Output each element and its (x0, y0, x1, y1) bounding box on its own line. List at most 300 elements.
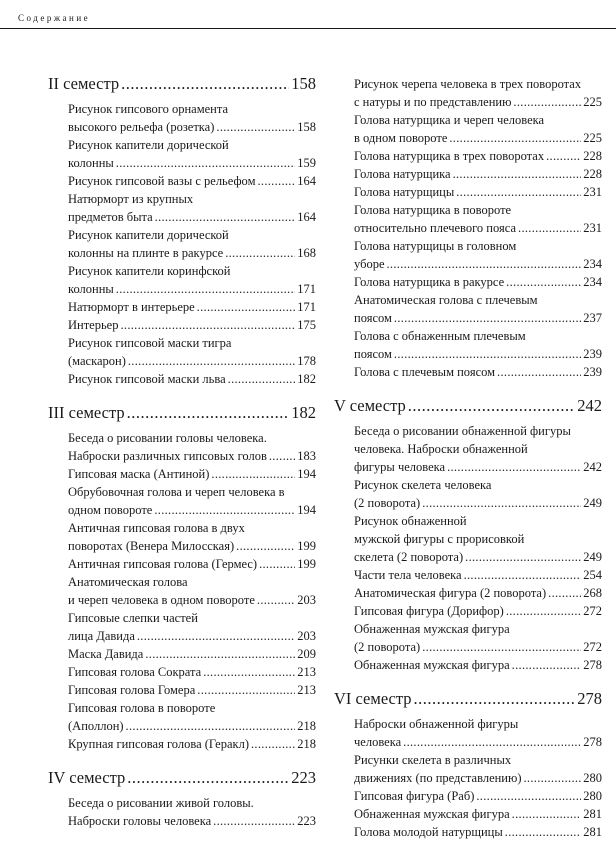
toc-entry-text: (2 поворота) (354, 640, 421, 654)
toc-entry-line: Беседа о рисовании головы человека. (68, 431, 267, 445)
toc-entry[interactable] (68, 262, 316, 298)
leader-dots (216, 118, 295, 136)
toc-entry[interactable] (68, 190, 316, 226)
toc-entry-page: 168 (297, 246, 316, 260)
toc-entry-text: Гипсовая голова Гомера (68, 683, 196, 697)
toc-entry-last-line (354, 638, 602, 656)
toc-entry-line: Беседа о рисовании обнаженной фигуры (354, 424, 571, 438)
toc-entry[interactable] (354, 183, 602, 201)
toc-entry[interactable] (68, 699, 316, 735)
toc-entry-page: 218 (297, 719, 316, 733)
toc-entry[interactable] (68, 794, 316, 830)
toc-entry-text: лица Давида (68, 629, 135, 643)
toc-entry-last-line (68, 591, 316, 609)
toc-entry-last-line (68, 172, 316, 190)
toc-entry-last-line (68, 298, 316, 316)
toc-entry[interactable] (354, 201, 602, 237)
leader-dots (456, 183, 581, 201)
toc-entry-last-line (354, 273, 602, 291)
toc-entry-text: Рисунок гипсовой маски льва (68, 372, 226, 386)
toc-entry-text: и череп человека в одном повороте (68, 593, 255, 607)
toc-section (334, 674, 602, 841)
toc-entry-page: 223 (297, 814, 316, 828)
toc-entry-page: 178 (297, 354, 316, 368)
toc-entry-line: Голова натурщика в повороте (354, 203, 512, 217)
toc-entry-page: 175 (297, 318, 316, 332)
toc-entry-line: Рисунок гипсовой маски тигра (68, 336, 232, 350)
toc-entry-page: 225 (583, 95, 602, 109)
section-title: II семестр (48, 74, 120, 93)
section-entries (48, 100, 316, 388)
toc-entry[interactable] (354, 805, 602, 823)
toc-entry-last-line (354, 494, 602, 512)
toc-entry-text: Маска Давида (68, 647, 144, 661)
toc-entry-last-line (354, 769, 602, 787)
section-page: 158 (291, 74, 316, 93)
toc-entry-last-line (354, 602, 602, 620)
toc-entry-page: 203 (297, 629, 316, 643)
toc-section (48, 753, 316, 830)
leader-dots (213, 812, 295, 830)
section-gap (48, 388, 316, 402)
toc-entry[interactable] (68, 735, 316, 753)
leader-dots (128, 352, 295, 370)
toc-entry[interactable] (354, 620, 602, 656)
toc-entry-line: Рисунок капители коринфской (68, 264, 231, 278)
toc-entry[interactable] (354, 147, 602, 165)
toc-entry-last-line (68, 280, 316, 298)
toc-entry[interactable] (68, 100, 316, 136)
leader-dots (497, 363, 581, 381)
toc-entry-line: мужской фигуры с прорисовкой (354, 532, 525, 546)
leader-dots (422, 638, 581, 656)
toc-entry-line: Наброски обнаженной фигуры (354, 717, 519, 731)
toc-entry-text: колонны на плинте в ракурсе (68, 246, 224, 260)
toc-entry-last-line (354, 548, 602, 566)
toc-entry-last-line (68, 537, 316, 555)
toc-entry-last-line (68, 208, 316, 226)
toc-entry[interactable] (354, 584, 602, 602)
toc-entry-text: относительно плечевого пояса (354, 221, 517, 235)
toc-entry-last-line (354, 458, 602, 476)
toc-entry-page: 231 (583, 185, 602, 199)
section-entries (48, 429, 316, 753)
toc-entry-last-line (354, 147, 602, 165)
toc-entry-text: Рисунок гипсовой вазы с рельефом (68, 174, 256, 188)
toc-entry-line: Рисунок капители дорической (68, 228, 229, 242)
toc-entry-line: Голова натурщицы в головном (354, 239, 517, 253)
toc-entry-line: Натюрморт из крупных (68, 192, 194, 206)
toc-entry-line: Голова с обнаженным плечевым (354, 329, 526, 343)
toc-entry-text: (маскарон) (68, 354, 126, 368)
toc-entry-page: 272 (583, 604, 602, 618)
section-heading[interactable] (48, 767, 316, 789)
leader-dots (203, 663, 295, 681)
toc-entry-text: Анатомическая фигура (2 поворота) (354, 586, 547, 600)
leader-dots (546, 147, 581, 165)
toc-entry-page: 171 (297, 282, 316, 296)
toc-entry-page: 164 (297, 210, 316, 224)
toc-entry-line: Рисунок черепа человека в трех поворотах (354, 77, 582, 91)
toc-entry-last-line (354, 733, 602, 751)
leader-dots (513, 93, 581, 111)
leader-dots (236, 537, 295, 555)
toc-entry-page: 234 (583, 275, 602, 289)
toc-entry-last-line (68, 316, 316, 334)
toc-entry-last-line (354, 183, 602, 201)
toc-section (48, 73, 316, 388)
toc-entry[interactable] (68, 465, 316, 483)
toc-entry[interactable] (68, 609, 316, 645)
toc-entry-page: 281 (583, 807, 602, 821)
toc-entry-last-line (68, 645, 316, 663)
toc-entry-last-line (68, 352, 316, 370)
toc-entry-text: движениях (по представлению) (354, 771, 522, 785)
toc-entry[interactable] (354, 363, 602, 381)
toc-entry-text: Интерьер (68, 318, 119, 332)
leader-dots (154, 501, 295, 519)
toc-entry-page: 272 (583, 640, 602, 654)
toc-entry-line: Рисунок капители дорической (68, 138, 229, 152)
toc-entry-line: Античная гипсовая голова в двух (68, 521, 245, 535)
toc-entry-page: 182 (297, 372, 316, 386)
leader-dots (251, 735, 295, 753)
toc-entry-text: поясом (354, 311, 392, 325)
toc-entry-text: Натюрморт в интерьере (68, 300, 195, 314)
toc-entry-text: фигуры человека (354, 460, 446, 474)
toc-entry[interactable] (68, 663, 316, 681)
toc-entry[interactable] (68, 681, 316, 699)
leader-dots (197, 681, 295, 699)
toc-entry-last-line (68, 812, 316, 830)
toc-entry[interactable] (354, 512, 602, 566)
toc-entry-page: 242 (583, 460, 602, 474)
leader-dots (512, 805, 582, 823)
toc-entry-line: Голова натурщика и череп человека (354, 113, 545, 127)
leader-dots (403, 733, 581, 751)
toc-entry-last-line (68, 465, 316, 483)
toc-entry-page: 171 (297, 300, 316, 314)
leader-dots (548, 584, 581, 602)
toc-entry[interactable] (68, 555, 316, 573)
toc-entry-page: 281 (583, 825, 602, 839)
toc-entry-text: Голова молодой натурщицы (354, 825, 503, 839)
toc-entry-page: 280 (583, 771, 602, 785)
toc-entry-text: в одном повороте (354, 131, 448, 145)
toc-entry-line: Рисунок обнаженной (354, 514, 467, 528)
toc-entry-line: Рисунок гипсового орнамента (68, 102, 229, 116)
toc-entry[interactable] (68, 519, 316, 555)
section-gap (334, 674, 602, 688)
leader-dots (464, 566, 582, 584)
toc-entry-text: поворотах (Венера Милосская) (68, 539, 235, 553)
section-heading[interactable] (48, 402, 316, 424)
toc-entry-text: Античная гипсовая голова (Гермес) (68, 557, 258, 571)
toc-entry-last-line (354, 656, 602, 674)
leader-dots (269, 447, 295, 465)
toc-entry-text: уборе (354, 257, 385, 271)
toc-entry[interactable] (68, 370, 316, 388)
toc-entry-last-line (68, 447, 316, 465)
toc-entry-page: 194 (297, 503, 316, 517)
toc-entry-page: 228 (583, 149, 602, 163)
toc-entry-page: 228 (583, 167, 602, 181)
toc-section (48, 388, 316, 753)
toc-entry-page: 164 (297, 174, 316, 188)
toc-entry-line: Гипсовая голова в повороте (68, 701, 216, 715)
toc-entry[interactable] (354, 787, 602, 805)
toc-entry-page: 159 (297, 156, 316, 170)
toc-entry-last-line (68, 735, 316, 753)
toc-entry-line: Гипсовые слепки частей (68, 611, 198, 625)
toc-entry-page: 249 (583, 550, 602, 564)
toc-entry[interactable] (354, 715, 602, 751)
leader-dots (387, 255, 582, 273)
toc-entry-page: 237 (583, 311, 602, 325)
leader-dots (422, 494, 581, 512)
toc-entry-text: Крупная гипсовая голова (Геракл) (68, 737, 249, 751)
toc-entry-line: Анатомическая голова (68, 575, 188, 589)
toc-entry[interactable] (68, 334, 316, 370)
toc-entry[interactable] (354, 823, 602, 841)
toc-entry-page: 231 (583, 221, 602, 235)
leader-dots (120, 316, 295, 334)
leader-dots (259, 555, 295, 573)
leader-dots (524, 769, 582, 787)
leader-dots (127, 402, 290, 424)
leader-dots (155, 208, 296, 226)
leader-dots (228, 370, 296, 388)
toc-entry-text: поясом (354, 347, 392, 361)
leader-dots (476, 787, 581, 805)
section-gap (48, 753, 316, 767)
toc-entry[interactable] (68, 298, 316, 316)
toc-entry[interactable] (354, 656, 602, 674)
toc-section (334, 381, 602, 674)
toc-entry-last-line (68, 370, 316, 388)
section-entries (334, 715, 602, 841)
leader-dots (145, 645, 295, 663)
toc-entry-text: Наброски головы человека (68, 814, 212, 828)
toc-entry[interactable] (354, 602, 602, 620)
toc-entry-text: колонны (68, 282, 114, 296)
toc-entry-page: 183 (297, 449, 316, 463)
toc-entry-last-line (354, 165, 602, 183)
toc-entry-last-line (354, 805, 602, 823)
toc-entry-page: 225 (583, 131, 602, 145)
section-page: 223 (291, 768, 316, 787)
toc-entry-last-line (68, 627, 316, 645)
toc-entry-line: Анатомическая голова с плечевым (354, 293, 538, 307)
toc-entry-line: Рисунок скелета человека (354, 478, 492, 492)
toc-entry-text: Голова с плечевым поясом (354, 365, 496, 379)
toc-entry-page: 194 (297, 467, 316, 481)
toc-entry-text: Гипсовая фигура (Дорифор) (354, 604, 504, 618)
toc-entry-last-line (68, 555, 316, 573)
section-heading[interactable] (48, 73, 316, 95)
toc-entry-text: Гипсовая голова Сократа (68, 665, 202, 679)
toc-entry[interactable] (354, 111, 602, 147)
toc-entry[interactable] (68, 645, 316, 663)
section-page: 242 (577, 396, 602, 415)
leader-dots (414, 688, 576, 710)
toc-entry-last-line (354, 363, 602, 381)
toc-entry-page: 209 (297, 647, 316, 661)
section-page: 278 (577, 689, 602, 708)
toc-entry-text: Голова натурщика в трех поворотах (354, 149, 545, 163)
leader-dots (116, 280, 295, 298)
toc-entry-page: 234 (583, 257, 602, 271)
toc-entry[interactable] (354, 566, 602, 584)
leader-dots (116, 154, 295, 172)
section-gap (334, 381, 602, 395)
leader-dots (453, 165, 582, 183)
leader-dots (447, 458, 581, 476)
toc-entry-text: Голова натурщика в ракурсе (354, 275, 505, 289)
toc-entry-text: колонны (68, 156, 114, 170)
leader-dots (127, 767, 289, 789)
section-heading[interactable] (334, 395, 602, 417)
toc-entry-line: Рисунки скелета в различных (354, 753, 512, 767)
leader-dots (394, 309, 581, 327)
leader-dots (408, 395, 575, 417)
leader-dots (518, 219, 581, 237)
toc-entry-text: человека (354, 735, 402, 749)
toc-entry-last-line (354, 566, 602, 584)
toc-entry-text: скелета (2 поворота) (354, 550, 464, 564)
toc-entry-last-line (354, 255, 602, 273)
toc-entry-text: одном повороте (68, 503, 153, 517)
toc-entry[interactable] (354, 165, 602, 183)
toc-entry-text: с натуры и по представлению (354, 95, 512, 109)
toc-entry[interactable] (354, 237, 602, 273)
section-heading[interactable] (334, 688, 602, 710)
toc-entry[interactable] (68, 573, 316, 609)
toc-entry[interactable] (354, 476, 602, 512)
toc-entry[interactable] (354, 75, 602, 111)
toc-entry-page: 249 (583, 496, 602, 510)
leader-dots (512, 656, 582, 674)
toc-entry-last-line (354, 129, 602, 147)
leader-dots (257, 172, 295, 190)
section-title: VI семестр (334, 689, 412, 708)
toc-entry[interactable] (68, 172, 316, 190)
toc-entry-text: высокого рельефа (розетка) (68, 120, 215, 134)
toc-entry-last-line (68, 501, 316, 519)
leader-dots (225, 244, 295, 262)
toc-entry[interactable] (68, 226, 316, 262)
toc-entry[interactable] (354, 291, 602, 327)
section-title: IV семестр (48, 768, 126, 787)
toc-entry-last-line (354, 219, 602, 237)
toc-entry[interactable] (68, 316, 316, 334)
toc-entry-last-line (354, 309, 602, 327)
toc-entry-line: Обрубовочная голова и череп человека в (68, 485, 285, 499)
leader-dots (211, 465, 295, 483)
section-title: III семестр (48, 403, 125, 422)
toc-entry-line: Беседа о рисовании живой головы. (68, 796, 254, 810)
running-head: Содержание (18, 13, 91, 23)
toc-entry-last-line (354, 93, 602, 111)
toc-entry-text: Части тела человека (354, 568, 462, 582)
toc-entry-last-line (68, 717, 316, 735)
toc-entry-last-line (354, 584, 602, 602)
toc-entry-text: Гипсовая маска (Антиной) (68, 467, 210, 481)
continued-entries (334, 75, 602, 381)
toc-entry-text: Обнаженная мужская фигура (354, 658, 510, 672)
toc-entry[interactable] (354, 273, 602, 291)
toc-entry-last-line (68, 244, 316, 262)
toc-entry[interactable] (68, 483, 316, 519)
toc-entry-page: 158 (297, 120, 316, 134)
leader-dots (465, 548, 581, 566)
section-entries (334, 422, 602, 674)
toc-entry-text: предметов быта (68, 210, 153, 224)
leader-dots (197, 298, 296, 316)
toc-left-column (48, 73, 316, 830)
toc-entry-text: (2 поворота) (354, 496, 421, 510)
section-title: V семестр (334, 396, 406, 415)
toc-entry-page: 239 (583, 365, 602, 379)
toc-entry-text: Наброски различных гипсовых голов (68, 449, 267, 463)
toc-right-column (334, 75, 602, 841)
toc-entry-page: 278 (583, 658, 602, 672)
toc-entry-page: 278 (583, 735, 602, 749)
toc-entry[interactable] (68, 429, 316, 465)
toc-entry-last-line (68, 681, 316, 699)
header-rule (0, 28, 616, 29)
toc-entry-text: Голова натурщика (354, 167, 451, 181)
toc-entry-page: 239 (583, 347, 602, 361)
toc-entry-last-line (354, 787, 602, 805)
leader-dots (126, 717, 296, 735)
toc-entry-last-line (68, 663, 316, 681)
toc-entry[interactable] (354, 751, 602, 787)
toc-entry[interactable] (354, 327, 602, 363)
toc-entry-text: Голова натурщицы (354, 185, 455, 199)
toc-entry-page: 213 (297, 683, 316, 697)
toc-entry-page: 199 (297, 539, 316, 553)
leader-dots (257, 591, 295, 609)
toc-entry-last-line (68, 154, 316, 172)
leader-dots (121, 73, 289, 95)
toc-entry-page: 203 (297, 593, 316, 607)
toc-entry[interactable] (68, 136, 316, 172)
toc-entry-page: 268 (583, 586, 602, 600)
toc-entry-text: (Аполлон) (68, 719, 124, 733)
toc-entry-page: 280 (583, 789, 602, 803)
toc-entry[interactable] (354, 422, 602, 476)
leader-dots (506, 602, 581, 620)
toc-entry-page: 218 (297, 737, 316, 751)
toc-entry-text: Обнаженная мужская фигура (354, 807, 510, 821)
toc-entry-last-line (68, 118, 316, 136)
toc-entry-last-line (354, 345, 602, 363)
toc-entry-line: человека. Наброски обнаженной (354, 442, 528, 456)
leader-dots (449, 129, 581, 147)
leader-dots (137, 627, 295, 645)
toc-entry-page: 254 (583, 568, 602, 582)
leader-dots (394, 345, 581, 363)
leader-dots (505, 823, 581, 841)
toc-entry-text: Гипсовая фигура (Раб) (354, 789, 475, 803)
section-page: 182 (291, 403, 316, 422)
leader-dots (506, 273, 581, 291)
toc-entry-page: 213 (297, 665, 316, 679)
section-entries (48, 794, 316, 830)
toc-entry-line: Обнаженная мужская фигура (354, 622, 510, 636)
toc-entry-last-line (354, 823, 602, 841)
